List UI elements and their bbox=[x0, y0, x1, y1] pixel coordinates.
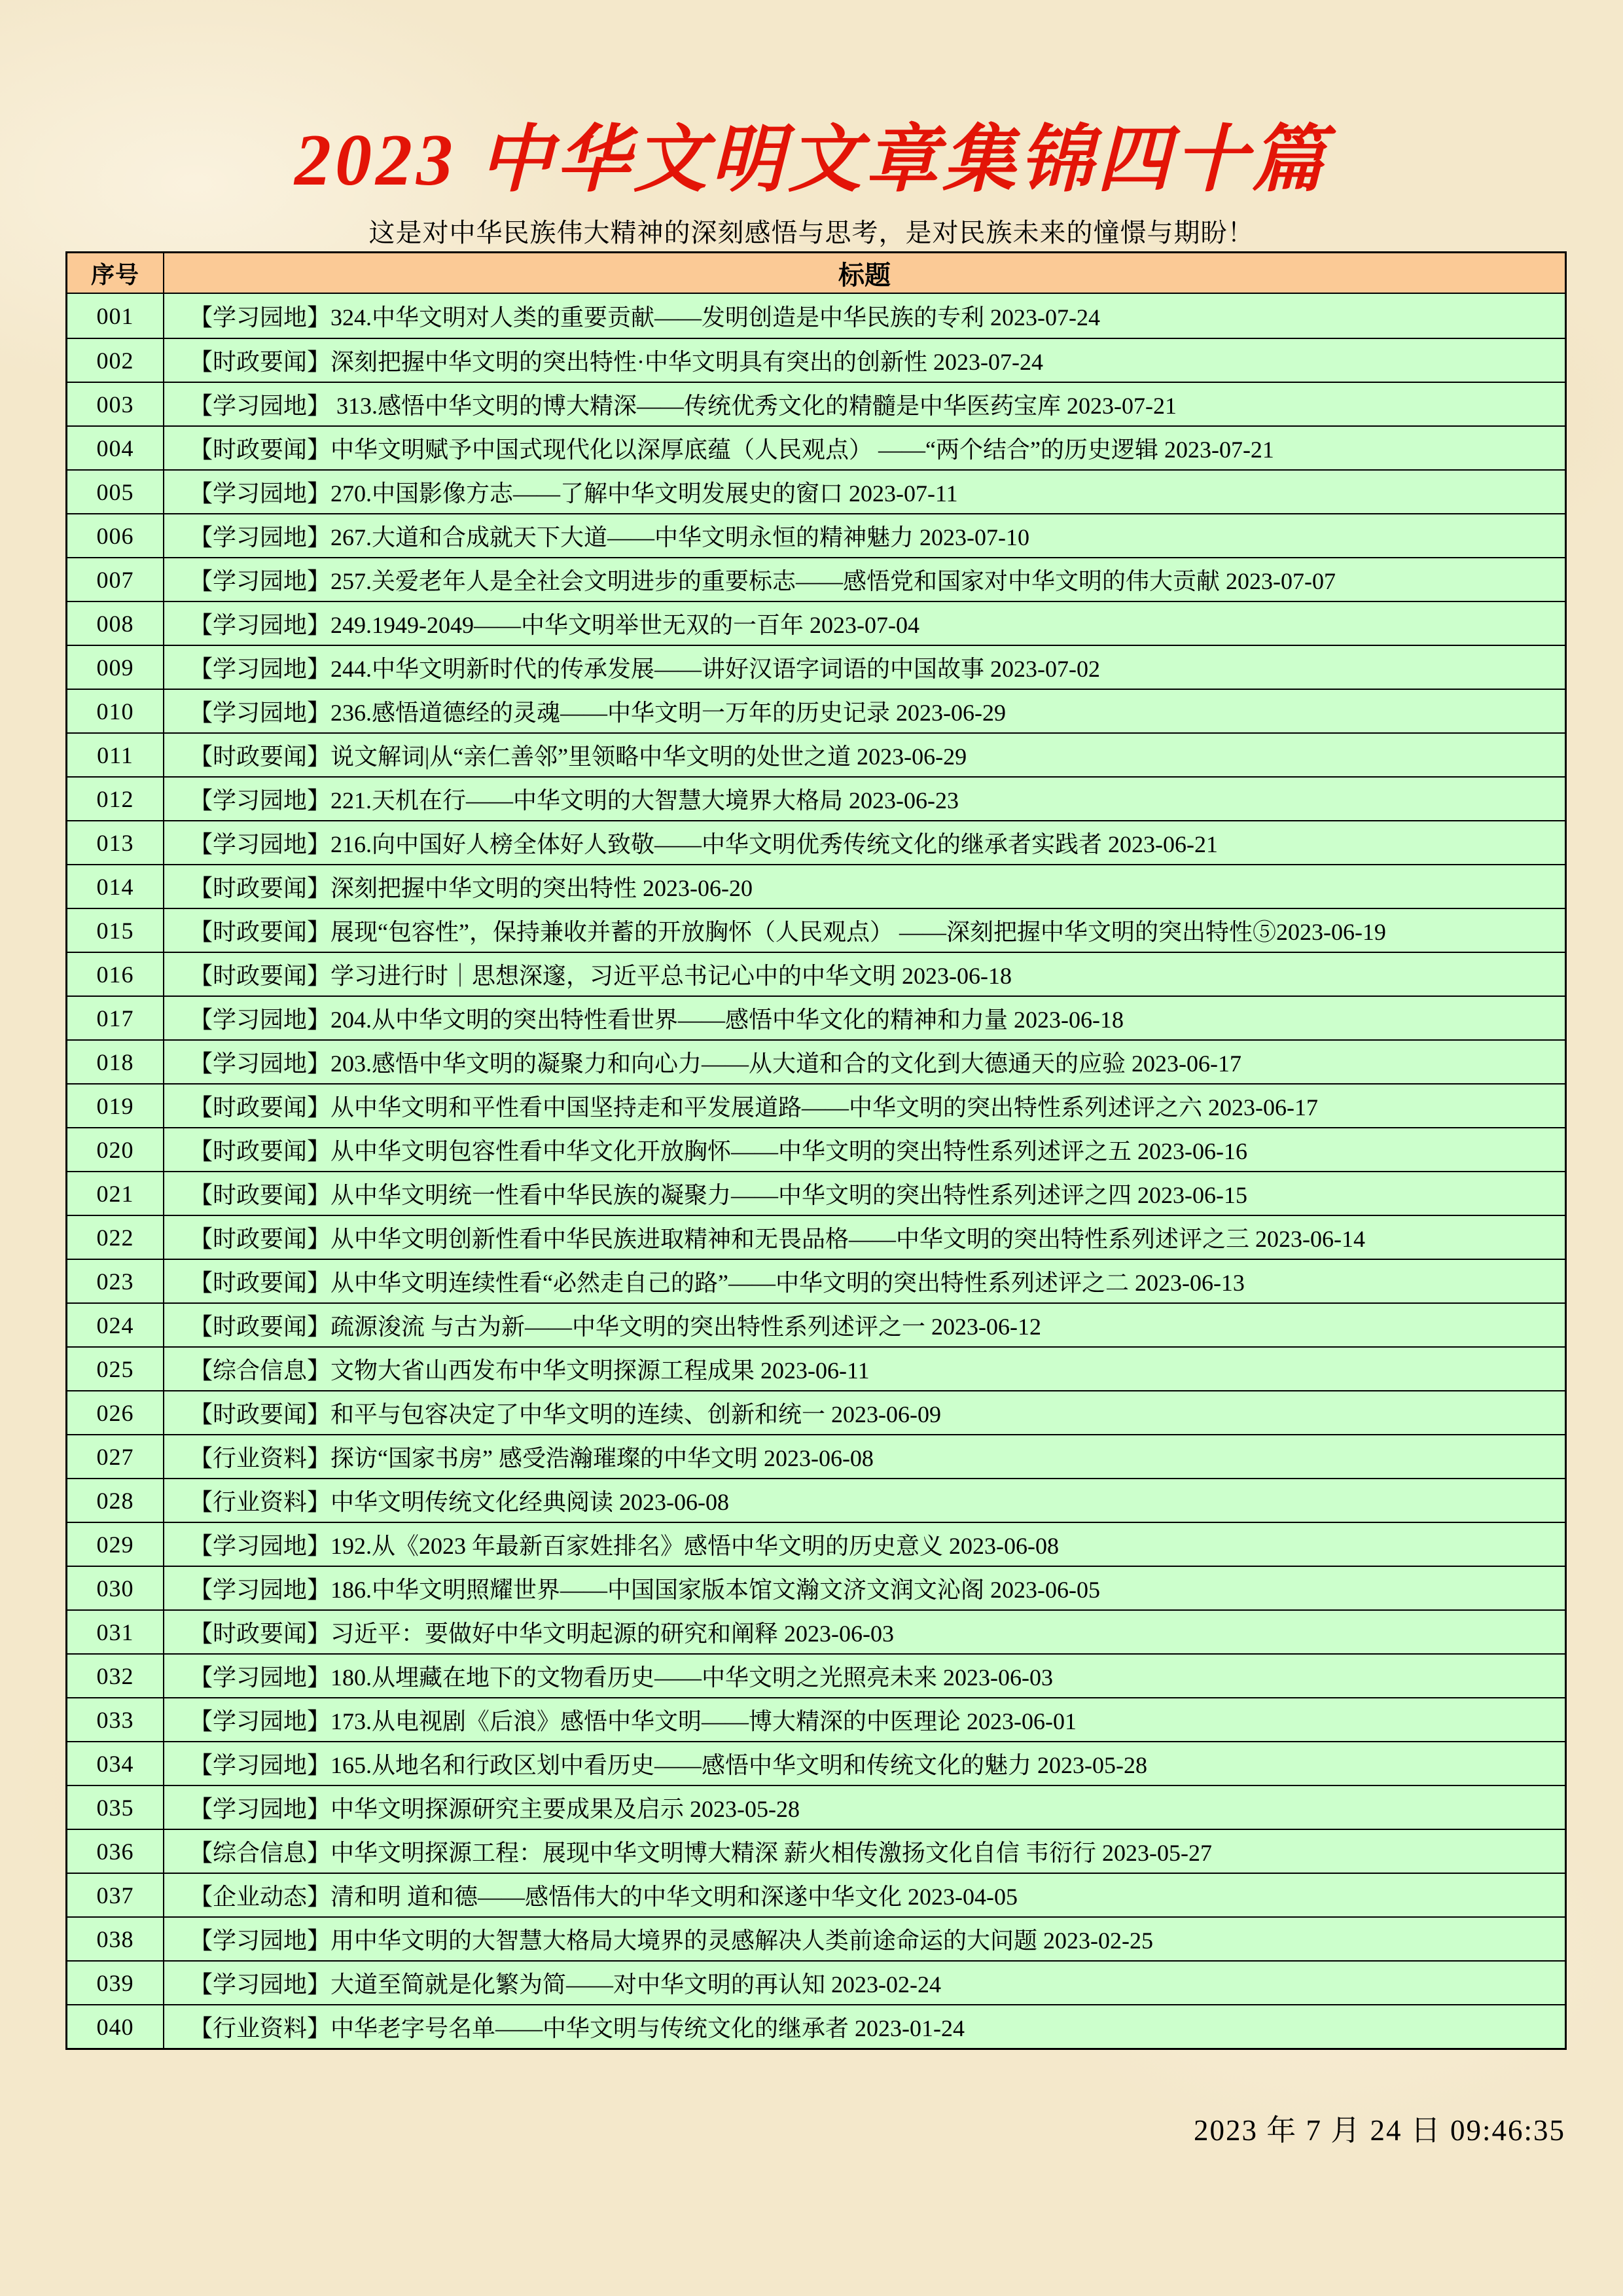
row-index-cell: 010 bbox=[67, 690, 164, 732]
table-row bbox=[67, 1259, 1565, 1302]
row-title-cell: 【综合信息】文物大省山西发布中华文明探源工程成果 2023-06-11 bbox=[189, 1357, 870, 1384]
row-index-cell: 022 bbox=[67, 1216, 164, 1259]
row-index-cell: 014 bbox=[67, 865, 164, 908]
row-index-cell: 031 bbox=[67, 1611, 164, 1653]
row-index-cell: 017 bbox=[67, 997, 164, 1039]
row-index-cell: 040 bbox=[67, 2005, 164, 2048]
row-index-cell: 021 bbox=[67, 1172, 164, 1215]
page-title: 2023 中华文明文章集锦四十篇 bbox=[294, 120, 1329, 201]
row-title-cell: 【学习园地】 313.感悟中华文明的博大精深——传统优秀文化的精髓是中华医药宝库 2023-07-21 bbox=[189, 393, 1177, 419]
table-row bbox=[67, 1873, 1565, 1916]
table-row bbox=[67, 1566, 1565, 1609]
row-index-cell: 036 bbox=[67, 1830, 164, 1873]
row-title-cell: 【时政要闻】和平与包容决定了中华文明的连续、创新和统一 2023-06-09 bbox=[189, 1401, 941, 1427]
table-row bbox=[67, 1522, 1565, 1566]
table-row bbox=[67, 1346, 1565, 1390]
row-index-cell: 034 bbox=[67, 1742, 164, 1785]
row-index-cell: 011 bbox=[67, 734, 164, 776]
table-row bbox=[67, 864, 1565, 908]
row-index-cell: 008 bbox=[67, 602, 164, 645]
table-row bbox=[67, 1171, 1565, 1215]
row-title-cell: 【学习园地】203.感悟中华文明的凝聚力和向心力——从大道和合的文化到大德通天的应验 2023-06-17 bbox=[189, 1050, 1241, 1077]
table-row bbox=[67, 601, 1565, 645]
row-title-cell: 【时政要闻】展现“包容性”，保持兼收并蓄的开放胸怀（人民观点） ——深刻把握中华文明的突出特性⑤2023-06-19 bbox=[189, 919, 1386, 945]
table-row bbox=[67, 1478, 1565, 1522]
table-row bbox=[67, 1653, 1565, 1697]
row-title-cell: 【时政要闻】从中华文明和平性看中国坚持走和平发展道路——中华文明的突出特性系列述评之六 2023-06-17 bbox=[189, 1094, 1318, 1121]
row-title-cell: 【学习园地】173.从电视剧《后浪》感悟中华文明——博大精深的中医理论 2023-06-01 bbox=[189, 1708, 1077, 1734]
row-index-cell: 028 bbox=[67, 1479, 164, 1522]
row-title-cell: 【时政要闻】深刻把握中华文明的突出特性 2023-06-20 bbox=[189, 875, 753, 901]
footer-datetime: 2023 年 7 月 24 日 09:46:35 bbox=[1193, 2114, 1565, 2147]
row-title-cell: 【学习园地】221.天机在行——中华文明的大智慧大境界大格局 2023-06-23 bbox=[189, 787, 959, 814]
table-row bbox=[67, 908, 1565, 952]
row-index-cell: 019 bbox=[67, 1085, 164, 1127]
row-title-cell: 【学习园地】249.1949-2049——中华文明举世无双的一百年 2023-07-04 bbox=[189, 612, 919, 638]
row-title-cell: 【学习园地】186.中华文明照耀世界——中国国家版本馆文瀚文济文润文沁阁 2023-06-05 bbox=[189, 1577, 1100, 1603]
row-index-cell: 004 bbox=[67, 427, 164, 469]
row-index-cell: 003 bbox=[67, 383, 164, 425]
row-index-cell: 032 bbox=[67, 1655, 164, 1697]
table-row bbox=[67, 294, 1565, 338]
row-title-cell: 【行业资料】中华老字号名单——中华文明与传统文化的继承者 2023-01-24 bbox=[189, 2015, 965, 2041]
table-row bbox=[67, 382, 1565, 425]
table-row bbox=[67, 776, 1565, 820]
row-index-cell: 025 bbox=[67, 1348, 164, 1390]
table-row bbox=[67, 1916, 1565, 1960]
row-title-cell: 【学习园地】165.从地名和行政区划中看历史——感悟中华文明和传统文化的魅力 2023-05-28 bbox=[189, 1752, 1147, 1778]
table-header-row bbox=[67, 253, 1565, 294]
article-index-table bbox=[65, 251, 1567, 2050]
table-row bbox=[67, 689, 1565, 732]
row-index-cell: 030 bbox=[67, 1567, 164, 1609]
row-index-cell: 029 bbox=[67, 1523, 164, 1566]
row-index-cell: 013 bbox=[67, 821, 164, 864]
row-title-cell: 【学习园地】大道至简就是化繁为简——对中华文明的再认知 2023-02-24 bbox=[189, 1971, 941, 1998]
row-index-cell: 023 bbox=[67, 1260, 164, 1302]
table-row bbox=[67, 469, 1565, 513]
table-row bbox=[67, 1390, 1565, 1434]
row-title-cell: 【学习园地】267.大道和合成就天下大道——中华文明永恒的精神魅力 2023-07-10 bbox=[189, 524, 1029, 550]
row-title-cell: 【时政要闻】中华文明赋予中国式现代化以深厚底蕴（人民观点） ——“两个结合”的历史逻辑 2023-07-21 bbox=[189, 437, 1274, 463]
table-row bbox=[67, 1127, 1565, 1171]
row-index-cell: 001 bbox=[67, 294, 164, 338]
table-row bbox=[67, 1741, 1565, 1785]
table-row bbox=[67, 996, 1565, 1039]
table-body bbox=[67, 294, 1565, 2048]
row-title-cell: 【行业资料】中华文明传统文化经典阅读 2023-06-08 bbox=[189, 1489, 729, 1515]
row-title-cell: 【企业动态】清和明 道和德——感悟伟大的中华文明和深遂中华文化 2023-04-05 bbox=[189, 1884, 1018, 1910]
row-index-cell: 020 bbox=[67, 1128, 164, 1171]
row-title-cell: 【时政要闻】疏源浚流 与古为新——中华文明的突出特性系列述评之一 2023-06-12 bbox=[189, 1314, 1041, 1340]
row-title-cell: 【学习园地】192.从《2023 年最新百家姓排名》感悟中华文明的历史意义 2023-06-08 bbox=[189, 1533, 1059, 1559]
table-row bbox=[67, 645, 1565, 689]
row-title-cell: 【学习园地】216.向中国好人榜全体好人致敬——中华文明优秀传统文化的继承者实践者 2023-06-21 bbox=[189, 831, 1218, 857]
row-title-cell: 【时政要闻】从中华文明统一性看中华民族的凝聚力——中华文明的突出特性系列述评之四 2023-06-15 bbox=[189, 1182, 1247, 1208]
row-index-cell: 018 bbox=[67, 1041, 164, 1083]
table-row bbox=[67, 338, 1565, 382]
table-row bbox=[67, 1434, 1565, 1478]
row-index-cell: 039 bbox=[67, 1962, 164, 2004]
row-title-cell: 【综合信息】中华文明探源工程：展现中华文明博大精深 薪火相传激扬文化自信 韦衍行 2023-05-27 bbox=[189, 1840, 1212, 1866]
row-title-cell: 【学习园地】204.从中华文明的突出特性看世界——感悟中华文化的精神和力量 2023-06-18 bbox=[189, 1007, 1124, 1033]
row-index-cell: 005 bbox=[67, 471, 164, 513]
row-title-cell: 【学习园地】236.感悟道德经的灵魂——中华文明一万年的历史记录 2023-06-29 bbox=[189, 700, 1006, 726]
row-title-cell: 【时政要闻】从中华文明包容性看中华文化开放胸怀——中华文明的突出特性系列述评之五 2023-06-16 bbox=[189, 1138, 1247, 1164]
row-index-cell: 033 bbox=[67, 1698, 164, 1741]
table-row bbox=[67, 1609, 1565, 1653]
row-title-cell: 【学习园地】244.中华文明新时代的传承发展——讲好汉语字词语的中国故事 2023-07-02 bbox=[189, 656, 1100, 682]
row-title-cell: 【时政要闻】学习进行时｜思想深邃，习近平总书记心中的中华文明 2023-06-18 bbox=[189, 963, 1012, 989]
header-cell-title: 标题 bbox=[838, 260, 891, 290]
header-cell-index: 序号 bbox=[67, 253, 164, 293]
row-index-cell: 009 bbox=[67, 646, 164, 689]
table-row bbox=[67, 425, 1565, 469]
table-row bbox=[67, 1697, 1565, 1741]
table-row bbox=[67, 1039, 1565, 1083]
page-subtitle: 这是对中华民族伟大精神的深刻感悟与思考，是对民族未来的憧憬与期盼！ bbox=[368, 218, 1255, 247]
row-index-cell: 024 bbox=[67, 1304, 164, 1346]
row-index-cell: 012 bbox=[67, 778, 164, 820]
row-title-cell: 【学习园地】用中华文明的大智慧大格局大境界的灵感解决人类前途命运的大问题 2023-02-25 bbox=[189, 1928, 1153, 1954]
table-row bbox=[67, 1785, 1565, 1829]
table-row bbox=[67, 820, 1565, 864]
row-index-cell: 016 bbox=[67, 953, 164, 996]
row-index-cell: 007 bbox=[67, 558, 164, 601]
table-row bbox=[67, 1829, 1565, 1873]
row-title-cell: 【学习园地】180.从埋藏在地下的文物看历史——中华文明之光照亮未来 2023-06-03 bbox=[189, 1664, 1053, 1691]
table-row bbox=[67, 557, 1565, 601]
row-title-cell: 【学习园地】270.中国影像方志——了解中华文明发展史的窗口 2023-07-11 bbox=[189, 480, 958, 507]
table-row bbox=[67, 1215, 1565, 1259]
row-title-cell: 【时政要闻】说文解词|从“亲仁善邻”里领略中华文明的处世之道 2023-06-29 bbox=[189, 744, 967, 770]
row-title-cell: 【行业资料】探访“国家书房” 感受浩瀚璀璨的中华文明 2023-06-08 bbox=[189, 1445, 874, 1471]
table-row bbox=[67, 2004, 1565, 2048]
table-row bbox=[67, 1083, 1565, 1127]
row-title-cell: 【时政要闻】从中华文明创新性看中华民族进取精神和无畏品格——中华文明的突出特性系列述评之三 2023-06-14 bbox=[189, 1226, 1365, 1252]
row-index-cell: 026 bbox=[67, 1391, 164, 1434]
row-index-cell: 037 bbox=[67, 1874, 164, 1916]
row-title-cell: 【学习园地】中华文明探源研究主要成果及启示 2023-05-28 bbox=[189, 1796, 800, 1822]
row-title-cell: 【学习园地】324.中华文明对人类的重要贡献——发明创造是中华民族的专利 2023-07-24 bbox=[189, 304, 1100, 331]
row-index-cell: 006 bbox=[67, 514, 164, 557]
row-title-cell: 【时政要闻】从中华文明连续性看“必然走自己的路”——中华文明的突出特性系列述评之二 2023-06-13 bbox=[189, 1270, 1245, 1296]
row-index-cell: 002 bbox=[67, 339, 164, 382]
table-row bbox=[67, 1302, 1565, 1346]
row-index-cell: 015 bbox=[67, 909, 164, 952]
row-title-cell: 【时政要闻】习近平：要做好中华文明起源的研究和阐释 2023-06-03 bbox=[189, 1621, 894, 1647]
row-index-cell: 035 bbox=[67, 1786, 164, 1829]
table-row bbox=[67, 1960, 1565, 2004]
table-row bbox=[67, 732, 1565, 776]
row-title-cell: 【学习园地】257.关爱老年人是全社会文明进步的重要标志——感悟党和国家对中华文明的伟大贡献 2023-07-07 bbox=[189, 568, 1336, 594]
table-row bbox=[67, 952, 1565, 996]
table-row bbox=[67, 513, 1565, 557]
row-index-cell: 038 bbox=[67, 1918, 164, 1960]
row-index-cell: 027 bbox=[67, 1435, 164, 1478]
row-title-cell: 【时政要闻】深刻把握中华文明的突出特性·中华文明具有突出的创新性 2023-07-24 bbox=[189, 349, 1043, 375]
